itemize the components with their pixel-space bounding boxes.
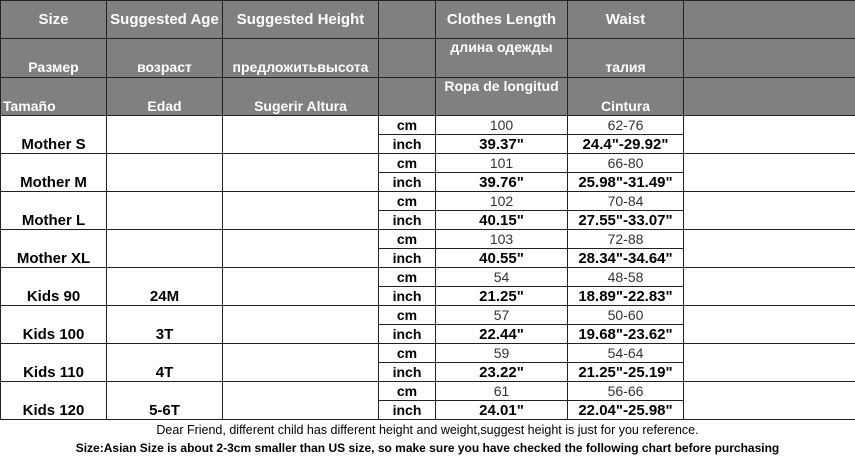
unit-cm: cm (379, 192, 436, 211)
age-cell (107, 192, 223, 230)
size-cell: Mother XL (1, 230, 107, 268)
waist-cm: 62-76 (568, 116, 684, 135)
height-cell (223, 306, 379, 344)
age-cell: 24M (107, 268, 223, 306)
length-inch: 24.01" (436, 401, 568, 420)
header-size-ru: Размер (1, 39, 107, 78)
header-height-ru: предложитьвысота (223, 39, 379, 78)
waist-inch: 19.68"-23.62" (568, 325, 684, 344)
unit-inch: inch (379, 135, 436, 154)
extra-cell (684, 306, 855, 344)
length-cm: 61 (436, 382, 568, 401)
waist-inch: 18.89"-22.83" (568, 287, 684, 306)
header-extra-blank-ru (684, 39, 855, 78)
waist-inch: 27.55"-33.07" (568, 211, 684, 230)
size-cell: Kids 100 (1, 306, 107, 344)
length-inch: 22.44" (436, 325, 568, 344)
length-cm: 103 (436, 230, 568, 249)
table-row-cm (1, 306, 855, 325)
length-cm: 54 (436, 268, 568, 287)
size-cell: Kids 90 (1, 268, 107, 306)
length-inch: 39.37" (436, 135, 568, 154)
header-extra-blank (684, 1, 855, 39)
waist-inch: 24.4"-29.92" (568, 135, 684, 154)
table-row-cm (1, 382, 855, 401)
unit-inch: inch (379, 173, 436, 192)
extra-cell (684, 382, 855, 420)
age-cell (107, 230, 223, 268)
waist-inch: 25.98"-31.49" (568, 173, 684, 192)
size-cell: Mother S (1, 116, 107, 154)
size-cell: Mother L (1, 192, 107, 230)
header-length-ru: длина одежды (436, 39, 568, 78)
unit-inch: inch (379, 287, 436, 306)
height-cell (223, 116, 379, 154)
length-inch: 40.15" (436, 211, 568, 230)
size-cell: Kids 110 (1, 344, 107, 382)
header-height: Suggested Height (223, 1, 379, 39)
waist-inch: 22.04"-25.98" (568, 401, 684, 420)
length-inch: 21.25" (436, 287, 568, 306)
header-unit-blank-es (379, 78, 436, 116)
unit-cm: cm (379, 230, 436, 249)
table-row-cm (1, 344, 855, 363)
unit-cm: cm (379, 116, 436, 135)
size-cell: Kids 120 (1, 382, 107, 420)
height-cell (223, 192, 379, 230)
header-waist-ru: талия (568, 39, 684, 78)
age-cell: 5-6T (107, 382, 223, 420)
height-cell (223, 268, 379, 306)
unit-cm: cm (379, 154, 436, 173)
header-height-es: Sugerir Altura (223, 78, 379, 116)
age-cell: 4T (107, 344, 223, 382)
waist-cm: 54-64 (568, 344, 684, 363)
header-age-ru: возраст (107, 39, 223, 78)
waist-cm: 70-84 (568, 192, 684, 211)
unit-inch: inch (379, 325, 436, 344)
unit-cm: cm (379, 382, 436, 401)
unit-cm: cm (379, 344, 436, 363)
unit-inch: inch (379, 249, 436, 268)
unit-inch: inch (379, 401, 436, 420)
header-age-es: Edad (107, 78, 223, 116)
length-cm: 102 (436, 192, 568, 211)
unit-inch: inch (379, 363, 436, 382)
extra-cell (684, 230, 855, 268)
length-cm: 101 (436, 154, 568, 173)
extra-cell (684, 268, 855, 306)
header-waist: Waist (568, 1, 684, 39)
height-cell (223, 230, 379, 268)
table-row-cm (1, 192, 855, 211)
table-row-cm (1, 268, 855, 287)
length-inch: 39.76" (436, 173, 568, 192)
waist-cm: 50-60 (568, 306, 684, 325)
height-cell (223, 344, 379, 382)
header-age: Suggested Age (107, 1, 223, 39)
age-cell: 3T (107, 306, 223, 344)
header-waist-es: Cintura (568, 78, 684, 116)
waist-inch: 21.25"-25.19" (568, 363, 684, 382)
height-cell (223, 382, 379, 420)
waist-cm: 48-58 (568, 268, 684, 287)
footnote-line-2: Size:Asian Size is about 2-3cm smaller than US size, so make sure you have checked the following chart before purchasing (75, 441, 780, 455)
header-row-en (1, 1, 855, 39)
waist-cm: 56-66 (568, 382, 684, 401)
unit-inch: inch (379, 211, 436, 230)
table-row-cm (1, 116, 855, 135)
length-cm: 100 (436, 116, 568, 135)
extra-cell (684, 192, 855, 230)
height-cell (223, 154, 379, 192)
table-row-cm (1, 230, 855, 249)
header-length-es: Ropa de longitud (436, 78, 568, 116)
header-size: Size (1, 1, 107, 39)
extra-cell (684, 344, 855, 382)
header-unit-blank-ru (379, 39, 436, 78)
header-row-ru (1, 39, 855, 78)
header-size-es: Tamaño (1, 78, 107, 116)
length-cm: 57 (436, 306, 568, 325)
age-cell (107, 116, 223, 154)
header-row-es (1, 78, 855, 116)
length-inch: 40.55" (436, 249, 568, 268)
age-cell (107, 154, 223, 192)
extra-cell (684, 154, 855, 192)
table-row-cm (1, 154, 855, 173)
length-inch: 23.22" (436, 363, 568, 382)
footnote (0, 421, 855, 457)
length-cm: 59 (436, 344, 568, 363)
unit-cm: cm (379, 306, 436, 325)
waist-inch: 28.34"-34.64" (568, 249, 684, 268)
header-unit-blank (379, 1, 436, 39)
header-extra-blank-es (684, 78, 855, 116)
header-length: Clothes Length (436, 1, 568, 39)
extra-cell (684, 116, 855, 154)
waist-cm: 66-80 (568, 154, 684, 173)
size-cell: Mother M (1, 154, 107, 192)
unit-cm: cm (379, 268, 436, 287)
footnote-line-1: Dear Friend, different child has different height and weight,suggest height is just for you reference. (156, 423, 699, 437)
waist-cm: 72-88 (568, 230, 684, 249)
